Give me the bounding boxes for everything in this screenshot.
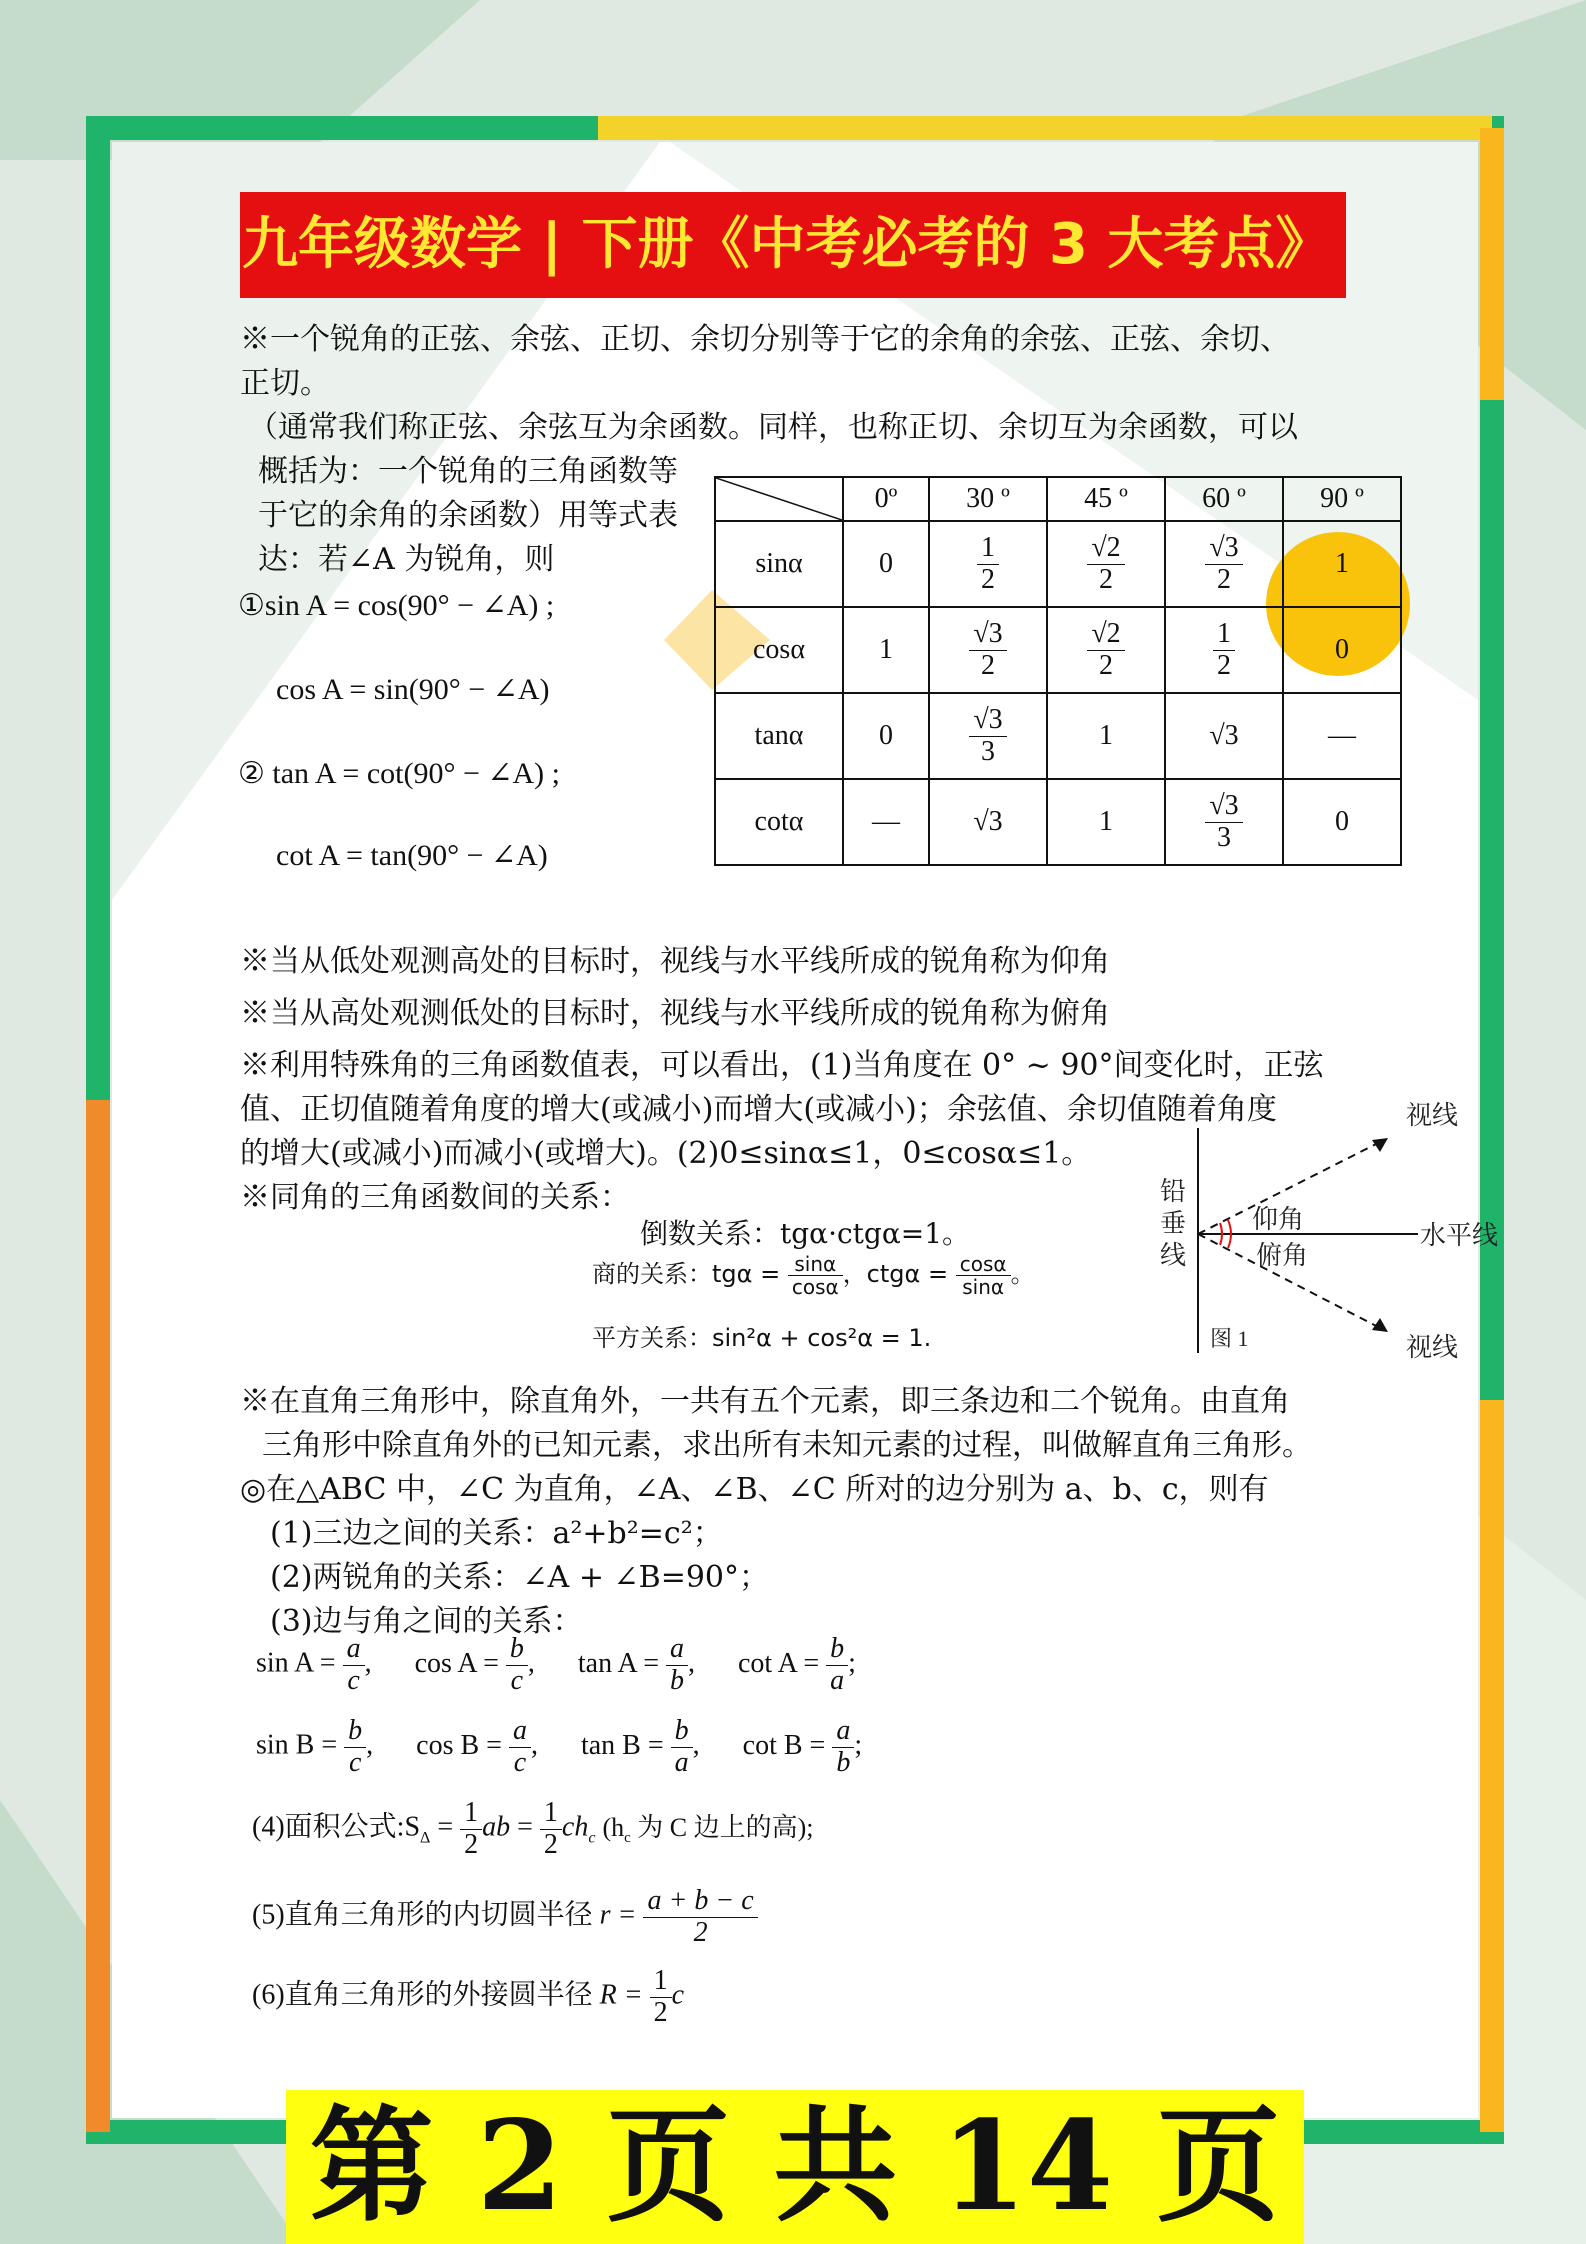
- vertical-line-label: 铅: [1160, 1177, 1187, 1207]
- rt-relation-3: (3)边与角之间的关系：: [270, 1604, 583, 1639]
- intro-line: ※一个锐角的正弦、余弦、正切、余切分别等于它的余角的余弦、正弦、余切、: [240, 322, 1290, 357]
- rt-relation-1: (1)三边之间的关系：a²+b²=c²；: [270, 1516, 723, 1551]
- table-cell: $\frac{√2}{2}$: [1047, 607, 1165, 693]
- table-cell: 1: [1047, 693, 1165, 779]
- row-label: cotα: [715, 779, 843, 865]
- formula-4: cot A = tan(90° − ∠A): [276, 839, 548, 872]
- reciprocal-relation: 倒数关系：tgα·ctgα=1。: [640, 1217, 971, 1250]
- row-label: tanα: [715, 693, 843, 779]
- note-same-angle: ※同角的三角函数间的关系：: [240, 1180, 630, 1215]
- table-header: 60 º: [1165, 477, 1283, 521]
- note-monotonic: 的增大(或减小)而减小(或增大)。(2)0≤sinα≤1，0≤cosα≤1。: [240, 1136, 1092, 1171]
- elevation-depression-figure: [1148, 1088, 1508, 1388]
- table-cell: √3: [929, 779, 1047, 865]
- vertical-line-label: 垂: [1160, 1209, 1187, 1239]
- intro-line: 于它的余角的余函数）用等式表: [258, 498, 678, 533]
- rt-intro: ※在直角三角形中，除直角外，一共有五个元素，即三条边和二个锐角。由直角: [240, 1384, 1290, 1419]
- row-label: cosα: [715, 607, 843, 693]
- table-cell: 1: [1047, 779, 1165, 865]
- note-monotonic: 值、正切值随着角度的增大(或减小)而增大(或减小)；余弦值、余切值随着角度: [240, 1092, 1277, 1127]
- table-cell: 1: [1283, 521, 1401, 607]
- quotient-relation: 商的关系：tgα = $\frac{\sin\alpha}{\cos\alpha}$ ，ctgα = $\frac{\cos\alpha}{\sin\alpha}$ 。: [592, 1251, 1035, 1299]
- inradius-formula: (5)直角三角形的内切圆半径 r = $\frac{a + b - c}{2}$: [252, 1886, 758, 1949]
- table-cell: $\frac{√3}{3}$: [1165, 779, 1283, 865]
- right-triangle-section: [240, 1380, 1360, 1644]
- intro-line: 达：若∠A 为锐角，则: [258, 542, 555, 577]
- side-angle-row-a: sin A = $\frac{a}{c}$ , cos A = $\frac{b}{c}$ , tan A = $\frac{a}{b}$ , cot A = $\frac{b}{a}$ ;: [256, 1633, 856, 1696]
- table-cell: $\frac{√3}{3}$: [929, 693, 1047, 779]
- table-cell: $\frac{1}{2}$: [929, 521, 1047, 607]
- sight-line-bottom-label: 视线: [1406, 1333, 1459, 1363]
- rt-intro: 三角形中除直角外的已知元素，求出所有未知元素的过程，叫做解直角三角形。: [262, 1428, 1312, 1463]
- rt-relation-2: (2)两锐角的关系：∠A + ∠B=90°；: [270, 1560, 769, 1595]
- note-monotonic: ※利用特殊角的三角函数值表，可以看出，(1)当角度在 0° ~ 90°间变化时，正弦: [240, 1048, 1324, 1083]
- table-cell: 1: [843, 607, 929, 693]
- trig-value-table: [714, 476, 1402, 866]
- figure-caption: 图 1: [1210, 1326, 1249, 1351]
- side-angle-row-b: sin B = $\frac{b}{c}$ , cos B = $\frac{a}{c}$ , tan B = $\frac{b}{a}$ , cot B = $\frac{a}{b}$ ;: [256, 1715, 863, 1778]
- page-number-text: 第 2 页 共 14 页: [309, 2094, 1281, 2239]
- table-cell: √3: [1165, 693, 1283, 779]
- table-cell: $\frac{1}{2}$: [1165, 607, 1283, 693]
- table-cell: $\frac{√3}{2}$: [1165, 521, 1283, 607]
- table-cell: —: [843, 779, 929, 865]
- note-depression: ※当从高处观测低处的目标时，视线与水平线所成的锐角称为俯角: [240, 996, 1110, 1031]
- intro-line: 概括为：一个锐角的三角函数等: [258, 454, 678, 489]
- depression-angle-label: 俯角: [1256, 1241, 1309, 1271]
- sight-line-top-label: 视线: [1406, 1101, 1459, 1131]
- table-header: 45 º: [1047, 477, 1165, 521]
- note-elevation: ※当从低处观测高处的目标时，视线与水平线所成的锐角称为仰角: [240, 944, 1110, 979]
- elevation-angle-label: 仰角: [1252, 1205, 1305, 1235]
- formula-3: ② tan A = cot(90° − ∠A) ;: [238, 757, 561, 790]
- vertical-line-label: 线: [1160, 1241, 1187, 1271]
- table-cell: 0: [1283, 779, 1401, 865]
- area-formula: (4)面积公式$:S_\Delta$ = $\frac{1}{2}$ ab = $\frac{1}{2}$ $ch_c$ ($h_c$ 为 C 边上的高);: [252, 1797, 814, 1860]
- page-title: [240, 192, 1346, 298]
- square-relation: 平方关系：sin²α + cos²α = 1.: [592, 1324, 932, 1352]
- intro-line: （通常我们称正弦、余弦互为余函数。同样，也称正切、余切互为余函数，可以: [248, 410, 1298, 445]
- rt-given: ◎在△ABC 中，∠C 为直角，∠A、∠B、∠C 所对的边分别为 a、b、c，则有: [240, 1472, 1269, 1507]
- row-label: sinα: [715, 521, 843, 607]
- intro-line: 正切。: [240, 366, 330, 401]
- formula-2: cos A = sin(90° − ∠A): [276, 673, 550, 706]
- horizontal-line-label: 水平线: [1420, 1221, 1499, 1251]
- table-cell: 0: [1283, 607, 1401, 693]
- table-cell: $\frac{√3}{2}$: [929, 607, 1047, 693]
- page-number-banner: [286, 2090, 1304, 2244]
- title-text: 九年级数学 | 下册《中考必考的 3 大考点》: [242, 212, 1332, 277]
- table-corner-cell: [715, 477, 843, 521]
- table-cell: 0: [843, 693, 929, 779]
- table-cell: $\frac{√2}{2}$: [1047, 521, 1165, 607]
- table-header: 90 º: [1283, 477, 1401, 521]
- formula-1: ①sin A = cos(90° − ∠A) ;: [238, 589, 555, 622]
- circumradius-formula: (6)直角三角形的外接圆半径 R = $\frac{1}{2}$ c: [252, 1965, 685, 2028]
- table-header: 30 º: [929, 477, 1047, 521]
- table-cell: —: [1283, 693, 1401, 779]
- table-cell: 0: [843, 521, 929, 607]
- table-header: 0º: [843, 477, 929, 521]
